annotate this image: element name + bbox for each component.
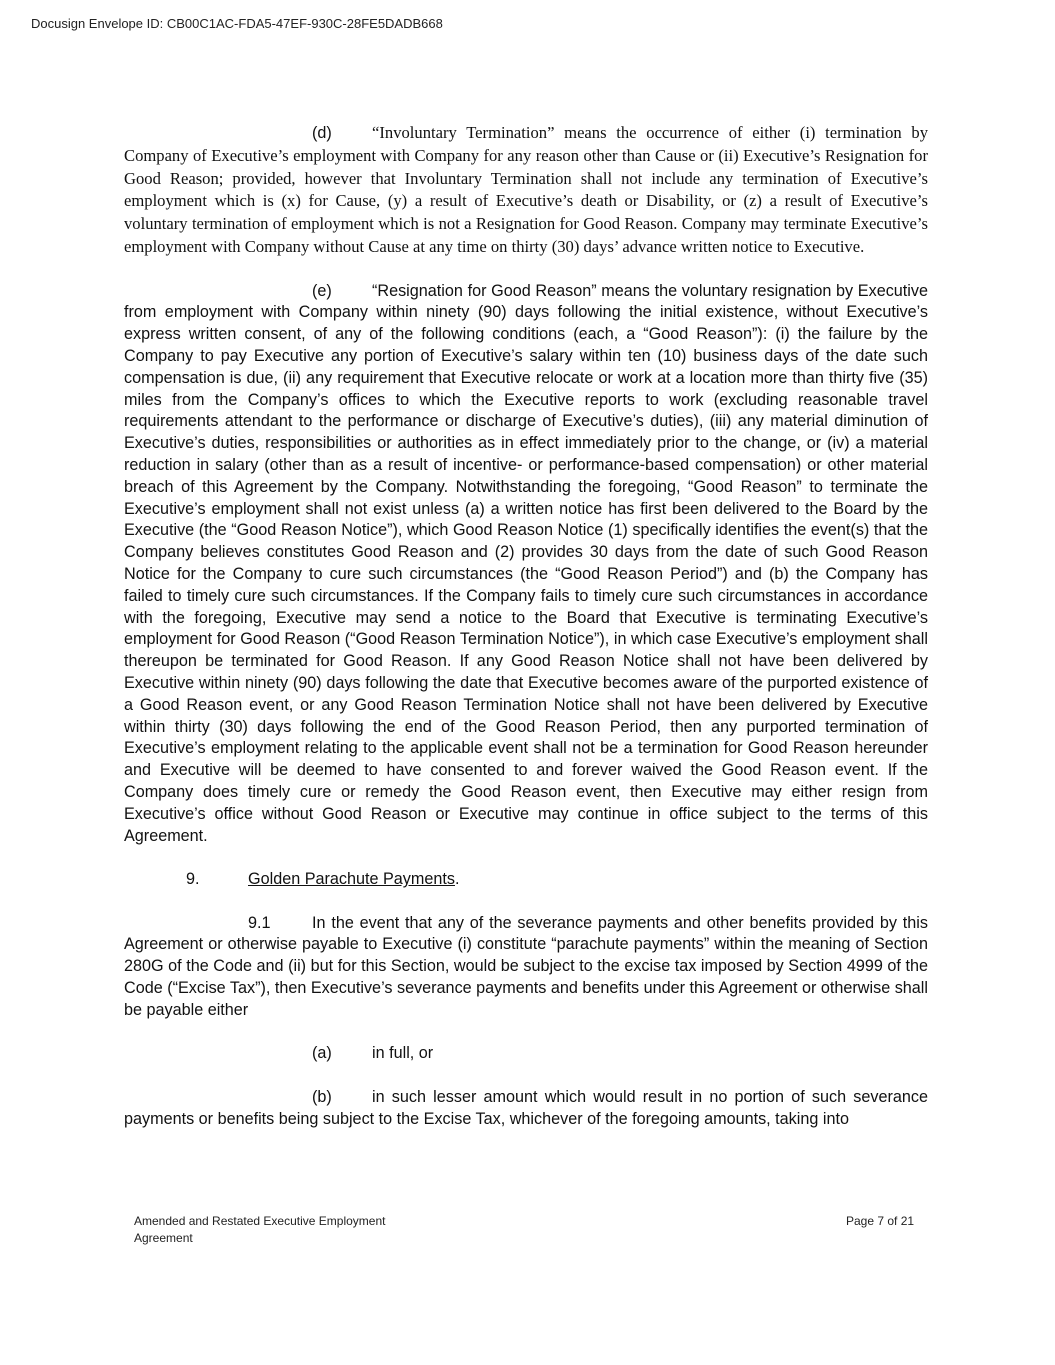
paragraph-e [124,281,928,848]
item-a [124,1043,928,1065]
item-b-label: (b) [312,1088,332,1107]
footer-page-number: Page 7 of 21 [846,1214,915,1228]
document-body [124,122,928,1152]
item-b-text: in such lesser amount which would result in no portion of such severance payments or benefits being subject to the Excise Tax, whichever of the foregoing amounts, taking into [124,1088,928,1128]
paragraph-d-text: “Involuntary Termination” means the occurrence of either (i) termination by Company of Executive’s employment with Company for any reason other than Cause or (ii) Executive’s Resignation for Good Reason; provided, however that Involuntary Termination shall not include any termination of Executive’s employment which is (x) for Cause, (y) a result of Executive’s death or Disability, or (z) a result of Executive’s voluntary termination of employment which is not a Resignation for Good Reason. Company may terminate Executive’s employment with Company without Cause at any time on thirty (30) days’ advance written notice to Executive. [124,123,928,256]
envelope-id: Docusign Envelope ID: CB00C1AC-FDA5-47EF-930C-28FE5DADB668 [31,16,443,31]
item-b [124,1087,928,1131]
section-9-heading [124,869,928,891]
paragraph-e-label: (e) [312,281,332,300]
section-9-punct: . [454,870,460,889]
item-a-label: (a) [312,1044,332,1063]
footer-document-title: Amended and Restated Executive Employment Agreement [134,1214,386,1245]
paragraph-d [124,122,928,259]
section-9-title: Golden Parachute Payments [248,870,455,889]
paragraph-d-label: (d) [312,124,332,142]
paragraph-9-1-text: In the event that any of the severance payments and other benefits provided by this Agreement or otherwise payable to Executive (i) constitute “parachute payments” within the meaning of Section 280G of the Code and (ii) but for this Section, would be subject to the excise tax imposed by Section 4999 of the Code (“Excise Tax”), then Executive’s severance payments and benefits under this Agreement or otherwise shall be payable either [124,913,928,1019]
paragraph-9-1-label: 9.1 [248,913,271,932]
paragraph-9-1 [124,913,928,1022]
section-9-number: 9. [186,870,200,889]
item-a-text: in full, or [372,1044,434,1063]
paragraph-e-text: “Resignation for Good Reason” means the voluntary resignation by Executive from employment with Company within ninety (90) days following the initial existence, without Executive’s express written consent, of any of the following conditions (each, a “Good Reason”): (i) the failure by the Company to pay Executive any portion of Executive’s salary within ten (10) business days of the date such compensation is due, (ii) any requirement that Executive relocate or work at a location more than thirty five (35) miles from the Company’s offices to which the Executive reports to work (excluding reasonable travel requirements attendant to the performance or discharge of Executive’s duties), (iii) any material diminution of Executive’s duties, responsibilities or authorities as in effect immediately prior to the change, or (iv) a material reduction in salary (other than as a result of incentive- or performance-based compensation) or other material breach of this Agreement by the Company. Notwithstanding the foregoing, “Good Reason” to terminate the Executive’s employment shall not exist unless (a) a written notice has first been delivered to the Board by the Executive (the “Good Reason Notice”), which Good Reason Notice (1) specifically identifies the event(s) that the Company believes constitutes Good Reason and (2) provides 30 days from the date of such Good Reason Notice for the Company to cure such circumstances (the “Good Reason Period”) and (b) the Company has failed to timely cure such circumstances. If the Company fails to timely cure such circumstances in accordance with the foregoing, Executive may send a notice to the Board that Executive is terminating Executive’s employment for Good Reason (“Good Reason Termination Notice”), in which case Executive’s employment shall thereupon be terminated for Good Reason. If any Good Reason Notice shall not have been delivered by Executive within ninety (90) days following the date that Executive becomes aware of the purported existence of a Good Reason event, or any Good Reason Termination Notice shall not have been delivered by Executive within thirty (30) days following the end of the Good Reason Period, then any purported termination of Executive’s employment relating to the applicable event shall not be a termination for Good Reason hereunder and Executive will be deemed to have consented to and forever waived the Good Reason event. If the Company does timely cure or remedy the Good Reason event, then Executive may either resign from Executive’s office without Good Reason or Executive may continue in office subject to the terms of this Agreement. [124,281,928,845]
